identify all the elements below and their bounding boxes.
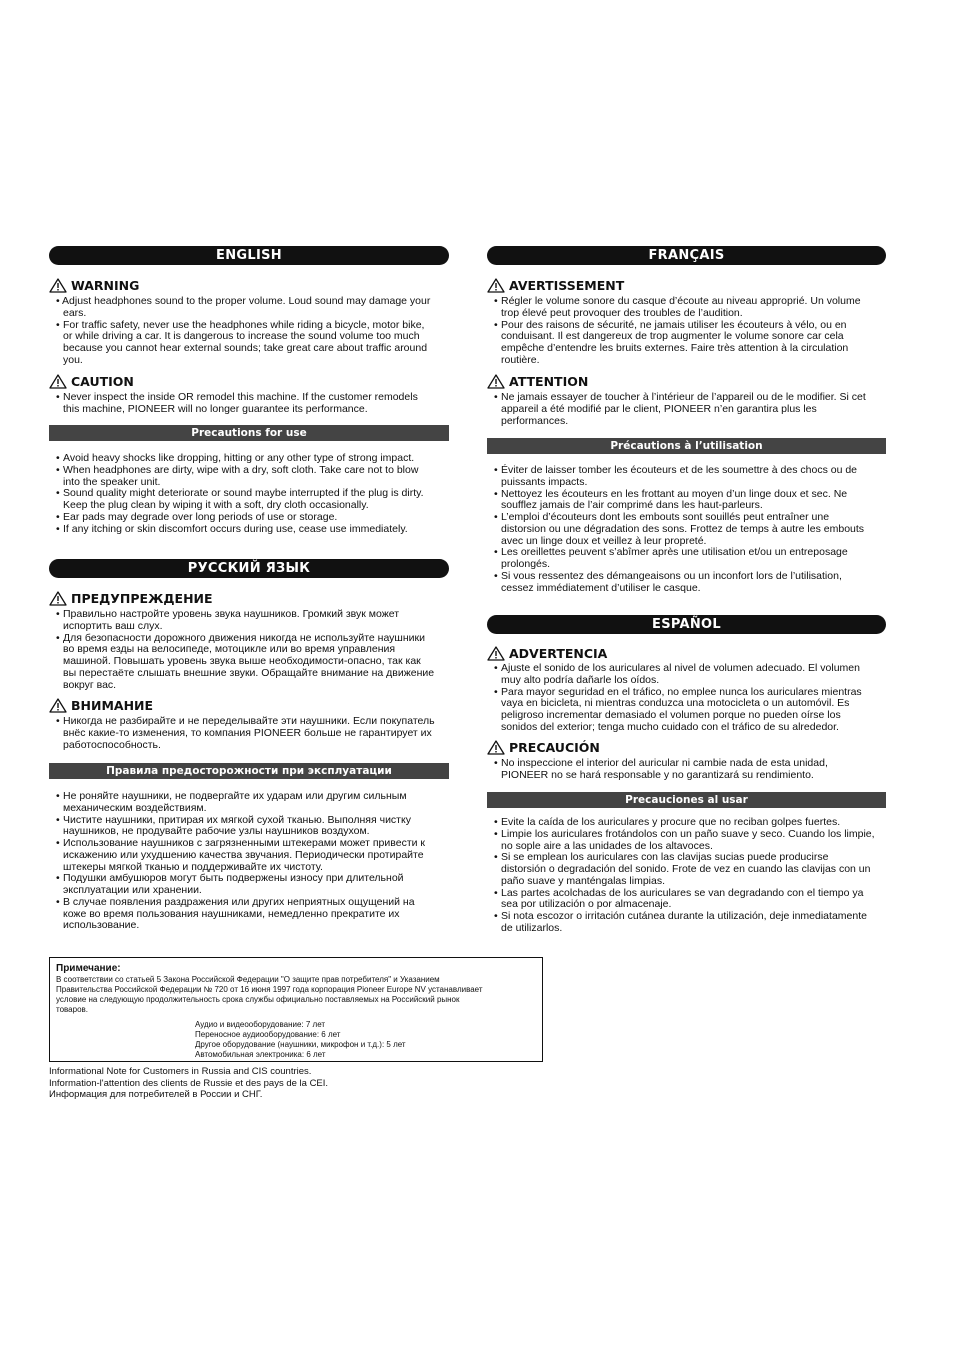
warning-triangle-icon [49, 278, 67, 293]
list-item: • Чистите наушники, притирая их мягкой сухой тканью. Выполняя чистку наушников, не продувайте рабочие узлы наушников воздухом. [56, 815, 449, 839]
list-item: • Никогда не разбирайте и не переделывайте эти наушники. Если покупатель внёс какие-то изменения, то компания PIONEER больше не гарантирует их работоспособность. [56, 716, 449, 751]
french-section [487, 246, 886, 601]
note-line: условие на следующую продолжительность срока службы официально поставляемых на Российский рынок [56, 995, 460, 1004]
note-line: В соответствии со статьей 5 Закона Российской Федерации "О защите прав потребителя" и Указанием [56, 975, 440, 984]
russian-precautions-list [56, 791, 449, 932]
english-warning-title [49, 278, 139, 293]
list-item: • Las partes acolchadas de los auriculares se van degradando con el tiempo ya sea por utilización o por almacenaje. [494, 888, 886, 912]
footer-line: Informational Note for Customers in Russia and CIS countries. [49, 1066, 312, 1077]
list-item: • If any itching or skin discomfort occurs during use, cease use immediately. [56, 524, 449, 536]
list-item: • L’emploi d’écouteurs dont les embouts sont souillés peut entraîner une distorsion ou une dégradation des sons. Frottez de temps à autre les embouts avec un linge doux et veillez à leur propreté. [494, 512, 886, 547]
french-warning-label: AVERTISSEMENT [509, 277, 625, 293]
note-term: Переносное аудиооборудование: 6 лет [195, 1030, 341, 1039]
english-warning-label: WARNING [71, 277, 140, 293]
spanish-section [487, 615, 886, 940]
list-item: • Adjust headphones sound to the proper volume. Loud sound may damage your ears. [56, 295, 431, 319]
note-title: Примечание: [56, 963, 121, 974]
warning-triangle-icon [487, 646, 505, 661]
russian-caution-list [56, 716, 449, 751]
list-item: • Подушки амбушюров могут быть подвержены износу при длительной эксплуатации или хранении. [56, 873, 449, 897]
list-item: • Pour des raisons de sécurité, ne jamais utiliser les écouteurs à vélo, ou en conduisant. Il est dangereux de trop augmenter le volume sonore car cela empêche d’entendre les bruits externes. Faire très attention à la circulation routière. [494, 320, 886, 367]
note-term: Аудио и видеооборудование: 7 лет [195, 1020, 326, 1029]
list-item: • Sound quality might deteriorate or sound maybe interrupted if the plug is dirty. Keep the plug clean by wiping it with a soft, dry cloth occasionally. [56, 488, 449, 512]
english-caution-label: CAUTION [71, 373, 134, 389]
spanish-caution-title [487, 740, 600, 755]
russian-service-life-note [49, 957, 543, 1062]
list-item: • Не роняйте наушники, не подвергайте их ударам или другим сильным механическим воздействиям. [56, 791, 449, 815]
spanish-caution-list [494, 758, 886, 782]
list-item: • Éviter de laisser tomber les écouteurs et de les soumettre à des chocs ou de puissants impacts. [494, 465, 886, 489]
list-item: • Правильно настройте уровень звука наушников. Громкий звук может испортить ваш слух. [56, 609, 449, 633]
french-language-bar: FRANÇAIS [487, 246, 886, 265]
list-item: • Régler le volume sonore du casque d’écoute au niveau approprié. Un volume trop élevé peut provoquer des troubles de l’audition. [494, 296, 886, 320]
french-precautions-list [494, 465, 886, 594]
list-item: • Avoid heavy shocks like dropping, hitting or any other type of strong impact. [56, 453, 449, 465]
french-caution-list [494, 392, 886, 427]
list-item: • Nettoyez les écouteurs en les frottant au moyen d’un linge doux et sec. Ne soufflez jamais de l’air comprimé dans les haut-parleurs. [494, 489, 886, 513]
french-caution-label: ATTENTION [509, 373, 589, 389]
french-precautions-bar: Précautions à l’utilisation [487, 438, 886, 454]
english-precautions-list [56, 453, 449, 535]
list-item: • Para mayor seguridad en el tráfico, no emplee nunca los auriculares mientras vaya en bicicleta, ni mientras conduzca una motocicleta o un automóvil. Es peligroso incrementar demasiado el volumen porque no pueden oírse los sonidos del exterior; tenga mucho cuidado con el tráfico de su alrededor. [494, 687, 886, 734]
warning-triangle-icon [49, 591, 67, 606]
spanish-warning-list [494, 663, 886, 734]
russian-warning-label: ПРЕДУПРЕЖДЕНИЕ [71, 590, 213, 606]
list-item: • Si vous ressentez des démangeaisons ou un inconfort lors de l’utilisation, cessez immédiatement d’utiliser le casque. [494, 571, 886, 595]
english-precautions-bar: Precautions for use [49, 425, 449, 441]
spanish-warning-title [487, 646, 607, 661]
russian-language-bar: РУССКИЙ ЯЗЫК [49, 559, 449, 578]
english-language-bar: ENGLISH [49, 246, 449, 265]
spanish-precautions-bar: Precauciones al usar [487, 792, 886, 808]
list-item: • Limpie los auriculares frotándolos con un paño suave y seco. Cuando los limpie, no sople aire a las unidades de los altavoces. [494, 829, 886, 853]
russian-precautions-bar: Правила предосторожности при эксплуатации [49, 763, 449, 779]
list-item: • Ajuste el sonido de los auriculares al nivel de volumen adecuado. El volumen muy alto podría dañarle los oídos. [494, 663, 886, 687]
list-item: • В случае появления раздражения или других неприятных ощущений на коже во время пользования наушниками, немедленно прекратите их использование. [56, 897, 449, 932]
list-item: • Ne jamais essayer de toucher à l’intérieur de l’appareil ou de le modifier. Si cet appareil a été modifié par le client, PIONEER n’en garantira plus les performances. [494, 392, 886, 427]
list-item: • Never inspect the inside OR remodel this machine. If the customer remodels this machine, PIONEER will no longer guarantee its performance. [56, 392, 449, 416]
note-line: товаров. [56, 1005, 89, 1014]
warning-triangle-icon [49, 374, 67, 389]
list-item: • Использование наушников с загрязненными штекерами может привести к искажению или ухудшению качества звучания. Периодически протирайте штекеры мягкой тканью и поддерживайте их чистоту. [56, 838, 449, 873]
spanish-caution-label: PRECAUCIÓN [509, 739, 600, 755]
french-warning-list [494, 296, 886, 367]
list-item: • Evite la caída de los auriculares y procure que no reciban golpes fuertes. [494, 817, 886, 829]
list-item: • When headphones are dirty, wipe with a dry, soft cloth. Take care not to blow into the speaker unit. [56, 465, 449, 489]
russian-warning-title [49, 591, 213, 606]
russian-caution-label: ВНИМАНИЕ [71, 697, 154, 713]
english-warning-list [56, 296, 449, 367]
english-caution-title [49, 374, 134, 389]
footer-info [49, 1066, 328, 1101]
footer-line: Information-l'attention des clients de Russie et des pays de la CEI. [49, 1077, 329, 1089]
english-caution-list [56, 392, 449, 416]
list-item: • Ear pads may degrade over long periods of use or storage. [56, 512, 449, 524]
russian-warning-list [56, 609, 449, 691]
warning-triangle-icon [487, 740, 505, 755]
warning-triangle-icon [49, 698, 67, 713]
footer-line: Информация для потребителей в России и СНГ. [49, 1089, 263, 1100]
warning-triangle-icon [487, 374, 505, 389]
warning-triangle-icon [487, 278, 505, 293]
list-item: • Si nota escozor o irritación cutánea durante la utilización, deje inmediatamente de utilizarlos. [494, 911, 886, 935]
note-term: Другое оборудование (наушники, микрофон и т.д.): 5 лет [195, 1040, 406, 1049]
list-item: • No inspeccione el interior del auricular ni cambie nada de esta unidad, PIONEER no se hará responsable y no garantizará su rendimiento. [494, 758, 886, 782]
russian-caution-title [49, 698, 153, 713]
spanish-warning-label: ADVERTENCIA [509, 645, 608, 661]
spanish-precautions-list [494, 817, 886, 935]
russian-section [49, 559, 449, 939]
list-item: • Si se emplean los auriculares con las clavijas sucias puede producirse distorsión o degradación del sonido. Frote de vez en cuando las clavijas con un paño suave y manténgalas limpias. [494, 852, 886, 887]
list-item: • For traffic safety, never use the headphones while riding a bicycle, motor bike, or while driving a car. It is dangerous to increase the sound volume too much because you cannot hear external sounds; take great care about traffic around you. [56, 320, 449, 367]
french-caution-title [487, 374, 588, 389]
list-item: • Les oreillettes peuvent s’abîmer après une utilisation et/ou un entreposage prolongés. [494, 547, 886, 571]
french-warning-title [487, 278, 624, 293]
note-term: Автомобильная электроника: 6 лет [195, 1050, 326, 1059]
list-item: • Для безопасности дорожного движения никогда не используйте наушники во время езды на велосипеде, мотоцикле или во время управления машиной. Повышать уровень звука выше необходимости-опасно, так как вы перестаёте слышать внешние звуки. Обращайте внимание на движение вокруг вас. [56, 633, 449, 692]
spanish-language-bar: ESPAÑOL [487, 615, 886, 634]
note-line: Правительства Российской Федерации № 720 от 16 июня 1997 года корпорация Pioneer Europe NV устанавливает [56, 985, 483, 994]
english-section [49, 246, 449, 546]
